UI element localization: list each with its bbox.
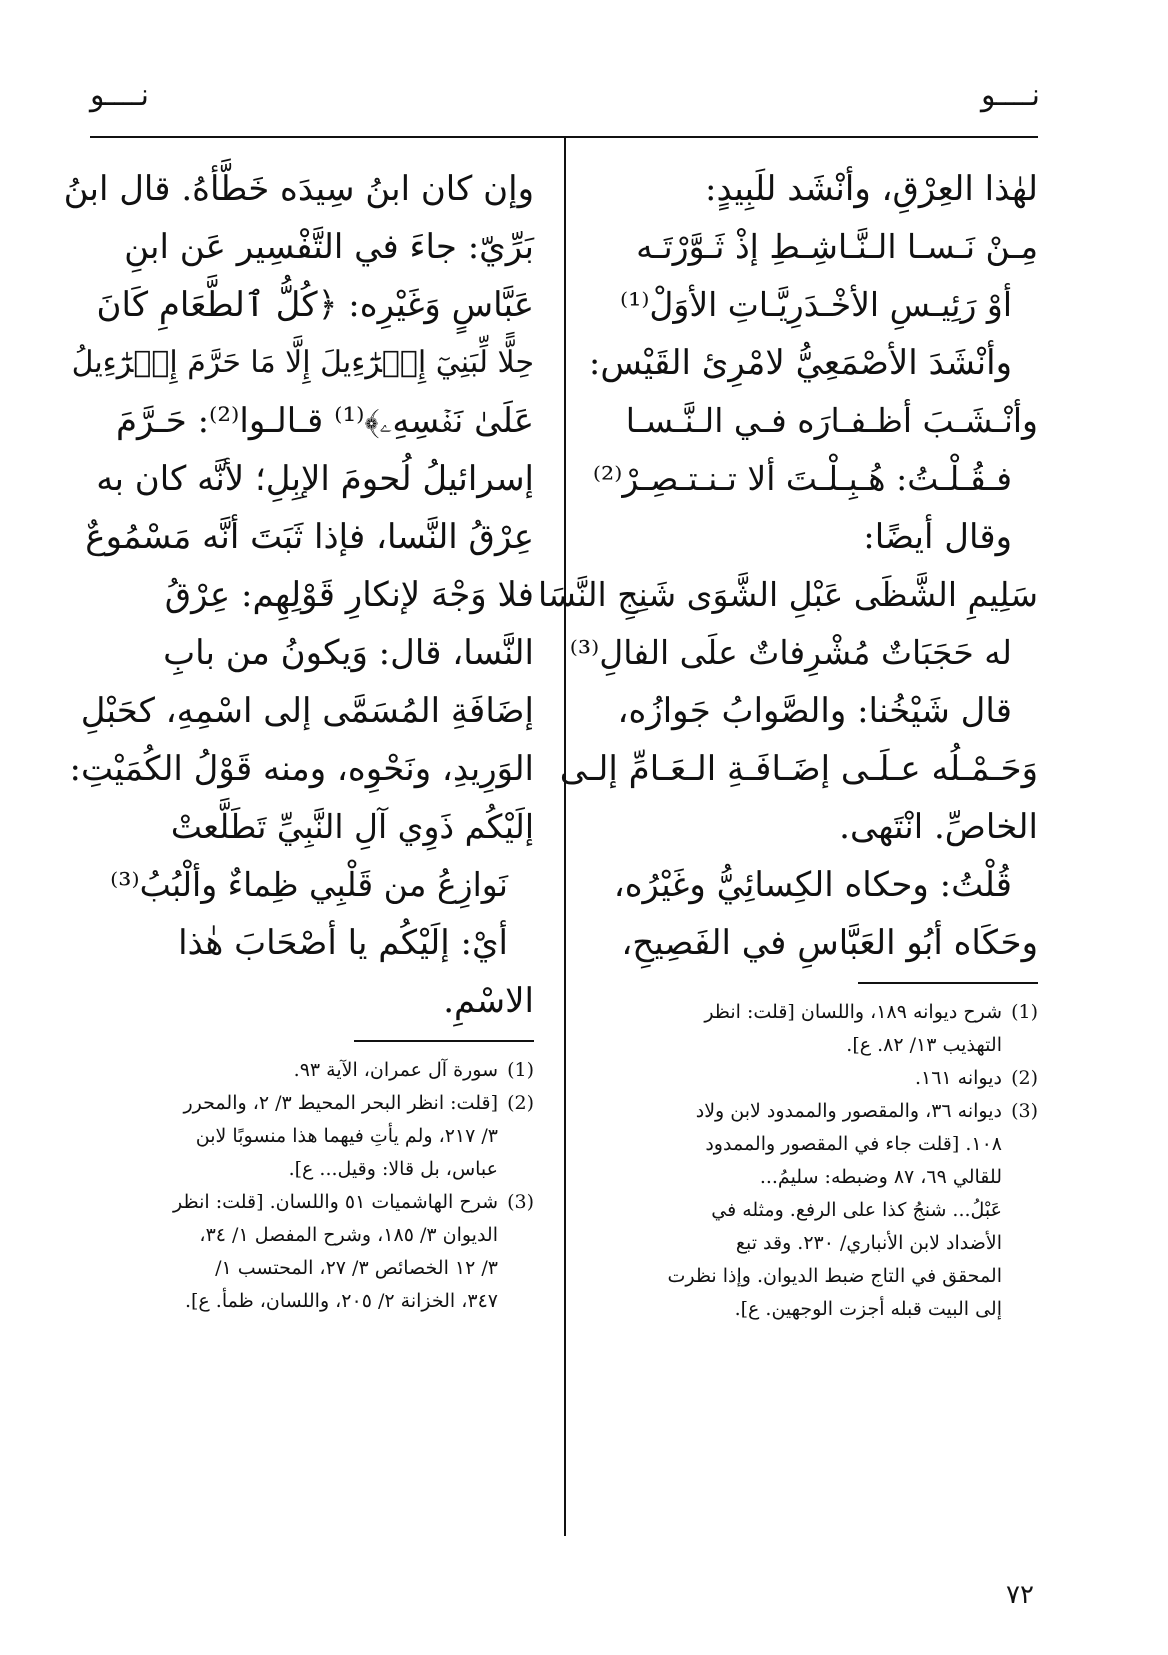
- footnotes-left: [90, 1054, 534, 1318]
- footnote-rule: [858, 982, 1038, 984]
- verse-line: فـقُـلْـتُ: هُـبِـلْـتَ ألا تـنـتـصِـرْ⁽²⁾: [592, 459, 1012, 498]
- footnote-number: (1): [1011, 1001, 1038, 1023]
- quran-line: حِلًّا لِّبَنِيٓ إِسۡرَٰٓءِيلَ إِلَّا مَا حَرَّمَ إِسۡرَٰٓءِيلُ: [71, 345, 534, 380]
- verse-line: إلَيْكُم ذَوِي آلِ النَّبِيِّ تَطَلَّعتْ: [170, 807, 534, 846]
- body-line: الوَرِيدِ، ونَحْوِه، ومنه قَوْلُ الكُمَيْتِ:: [69, 749, 534, 789]
- footnote-line: للقالي ٦٩، ٨٧ وضبطه: سليمُ...: [759, 1166, 1002, 1188]
- footnote-line: ١٠٨. [قلت جاء في المقصور والممدود: [705, 1133, 1002, 1155]
- body-line: وحَكَاه أبُو العَبَّاسِ في الفَصِيحِ،: [621, 923, 1038, 963]
- verse-line: وأنْـشَـبَ أظـفـارَه فـي الـنَّـسـا: [625, 401, 1038, 440]
- body-line: قال شَيْخُنا: والصَّوابُ جَوازُه،: [617, 691, 1012, 731]
- footnote-line: ٣٤٧، الخزانة ٢/ ٢٠٥، واللسان، ظمأ. ع].: [184, 1290, 498, 1312]
- body-line: الخاصِّ. انْتَهى.: [839, 807, 1038, 847]
- footnote-line: [608, 1062, 1038, 1095]
- footnote-text: شرح ديوانه ١٨٩، واللسان [قلت: انظر: [704, 1001, 1002, 1023]
- verse-line: أوْ رَئِيـسِ الأخْـدَرِيَّـاتِ الأوَلْ⁽¹⁾: [619, 285, 1012, 324]
- body-line: وقال أيضًا:: [863, 517, 1012, 557]
- footnote-number: (2): [507, 1092, 534, 1114]
- footnote-line: إلى البيت قبله أجزت الوجهين. ع].: [734, 1298, 1002, 1320]
- body-line: لهٰذا العِرْقِ، وأنْشَد للَبِيدٍ:: [704, 169, 1038, 209]
- right-column: [538, 160, 1038, 1326]
- footnote-line: المحقق في التاج ضبط الديوان. وإذا نظرت: [667, 1265, 1002, 1287]
- footnote-line: التهذيب ١٣/ ٨٢. ع].: [846, 1034, 1002, 1056]
- footnote-line: الأضداد لابن الأنباري/ ٢٣٠. وقد تبع: [735, 1232, 1002, 1254]
- body-line: وَحَـمْـلُه عـلَـى إضَـافَـةِ الـعَـامِّ إلـى: [559, 749, 1038, 789]
- header-right-root: نــــو: [980, 78, 1040, 113]
- verse-line: مِـنْ نَـسـا الـنَّـاشِـطِ إذْ ثَـوَّرْتَـه: [636, 227, 1038, 266]
- header-left-root: نــــو: [90, 78, 150, 113]
- footnote-line: [90, 1054, 534, 1087]
- body-line: أيْ: إلَيْكُم يا أصْحَابَ هٰذا: [178, 923, 508, 963]
- body-line: بَرِّيّ: جاءَ في التَّفْسِير عَن ابنِ: [124, 227, 534, 267]
- footnote-number: (3): [507, 1191, 534, 1213]
- footnote-number: (2): [1011, 1067, 1038, 1089]
- body-line: عِرْقُ النَّسا، فإذا ثَبَتَ أنَّه مَسْمُوعٌ: [85, 517, 534, 557]
- footnote-number: (1): [507, 1059, 534, 1081]
- body-line: إضَافَةِ المُسَمَّى إلى اسْمِهِ، كحَبْلِ: [80, 691, 534, 731]
- left-column: [63, 160, 534, 1318]
- footnote-text: شرح الهاشميات ٥١ واللسان. [قلت: انظر: [173, 1191, 498, 1213]
- footnote-line: ٣/ ٢١٧، ولم يأتِ فيهما هذا منسوبًا لابن: [195, 1125, 498, 1147]
- verse-line: نَوازِعُ من قَلْبِي ظِماءٌ وألْبُبُ⁽³⁾: [110, 865, 508, 904]
- body-line: عَلَىٰ نَفۡسِهِۦ﴾⁽¹⁾ قـالـوا⁽²⁾: حَـرَّمَ: [115, 401, 534, 441]
- footnote-rule: [354, 1040, 534, 1042]
- footnote-line: ٣/ ١٢ الخصائص ٣/ ٢٧، المحتسب ١/: [215, 1257, 498, 1279]
- footnote-text: سورة آل عمران، الآية ٩٣.: [293, 1059, 498, 1081]
- verse-line: سَلِيمِ الشَّظَى عَبْلِ الشَّوَى شَنِجِ النَّسَا: [538, 575, 1038, 614]
- body-line: الاسْمِ.: [443, 981, 534, 1021]
- footnote-line: [90, 1087, 534, 1120]
- footnote-line: [608, 996, 1038, 1029]
- footnote-text: [قلت: انظر البحر المحيط ٣/ ٢، والمحرر: [183, 1092, 498, 1114]
- footnote-line: عباس، بل قالا: وقيل... ع].: [288, 1158, 498, 1180]
- body-line: عَبَّاسٍ وَغَيْرِه: ﴿كُلُّ ٱلطَّعَامِ كَانَ: [96, 285, 534, 325]
- footnote-line: [608, 1095, 1038, 1128]
- footnote-text: ديوانه ١٦١.: [914, 1067, 1002, 1089]
- footnote-text: ديوانه ٣٦، والمقصور والممدود لابن ولاد: [695, 1100, 1002, 1122]
- body-line: قُلْتُ: وحكاه الكِسائِيُّ وغَيْرُه،: [613, 865, 1012, 905]
- verse-line: له حَجَبَاتٌ مُشْرِفاتٌ علَى الفالِ⁽³⁾: [569, 633, 1012, 672]
- body-line: إسرائيلُ لُحومَ الإبِلِ؛ لأنَّه كان به: [96, 459, 534, 499]
- footnote-line: عَبْلُ... شنجُ كذا على الرفع. ومثله في: [711, 1199, 1002, 1221]
- footnotes-right: [608, 996, 1038, 1326]
- body-line: وإن كان ابنُ سِيدَه خَطَّأهُ. قال ابنُ: [63, 169, 534, 209]
- page-number: ٧٢: [1006, 1580, 1034, 1610]
- footnote-number: (3): [1011, 1100, 1038, 1122]
- column-divider: [564, 136, 566, 1536]
- body-line: فلا وَجْهَ لإنكارِ قَوْلِهِم: عِرْقُ: [164, 575, 534, 615]
- body-line: النَّسا، قال: وَيكونُ من بابِ: [163, 633, 534, 673]
- footnote-line: [90, 1186, 534, 1219]
- footnote-line: الديوان ٣/ ١٨٥، وشرح المفصل ١/ ٣٤،: [199, 1224, 498, 1246]
- body-line: وأنْشَدَ الأصْمَعِيُّ لامْرِئ القَيْس:: [588, 343, 1012, 383]
